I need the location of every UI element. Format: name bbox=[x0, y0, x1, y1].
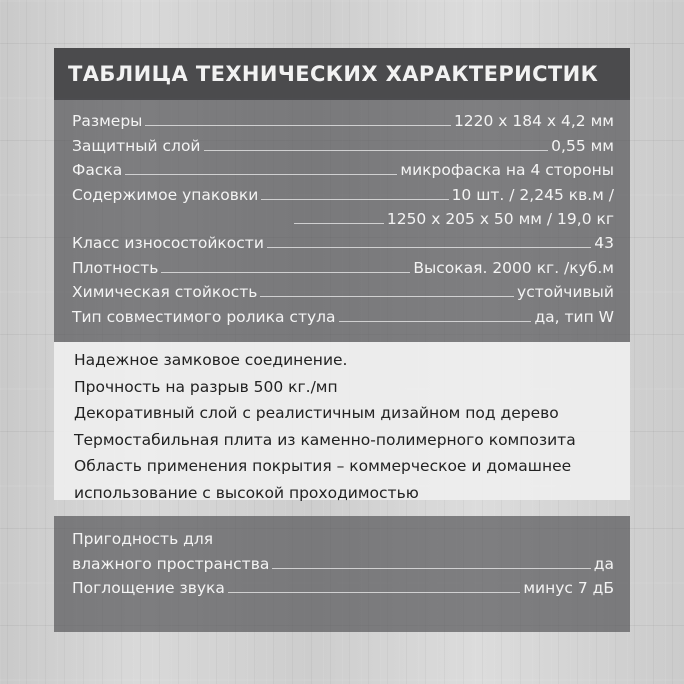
leader-line bbox=[294, 223, 384, 224]
leader-line bbox=[267, 247, 591, 248]
leader-line bbox=[260, 296, 514, 297]
spec-value: Высокая. 2000 кг. /куб.м bbox=[413, 258, 614, 277]
spec-row-size bbox=[72, 106, 614, 130]
feature-line: Термостабильная плита из каменно-полимерного композита bbox=[74, 430, 576, 449]
spec-row-abrasion-class bbox=[72, 228, 614, 252]
spec-label: Фаска bbox=[72, 161, 123, 180]
spec-label: влажного пространства bbox=[72, 554, 270, 573]
page-title: ТАБЛИЦА ТЕХНИЧЕСКИХ ХАРАКТЕРИСТИК bbox=[68, 62, 599, 86]
feature-line: использование с высокой проходимостью bbox=[74, 483, 419, 502]
features-panel bbox=[54, 342, 630, 500]
spec-row-sound bbox=[72, 573, 614, 597]
leader-line bbox=[228, 592, 520, 593]
spec-label: Размеры bbox=[72, 112, 143, 131]
leader-line bbox=[339, 321, 532, 322]
spec-value: да bbox=[593, 554, 614, 573]
table-title-bar bbox=[54, 48, 630, 100]
spec-value: 10 шт. / 2,245 кв.м / bbox=[451, 185, 614, 204]
spec-label: Химическая стойкость bbox=[72, 283, 258, 302]
leader-line bbox=[145, 125, 451, 126]
leader-line bbox=[272, 568, 590, 569]
spec-value: 43 bbox=[594, 234, 614, 253]
spec-row-moisture bbox=[72, 548, 614, 572]
spec-value: 0,55 мм bbox=[551, 136, 614, 155]
spec-value: да, тип W bbox=[534, 307, 614, 326]
specs-panel bbox=[54, 98, 630, 342]
feature-line: Область применения покрытия – коммерческое и домашнее bbox=[74, 457, 572, 476]
leader-line bbox=[125, 174, 397, 175]
spec-label: Поглощение звука bbox=[72, 579, 225, 598]
spec-label: Защитный слой bbox=[72, 136, 201, 155]
leader-line bbox=[261, 199, 448, 200]
spec-row-package-cont bbox=[72, 204, 614, 228]
spec-value: устойчивый bbox=[517, 283, 614, 302]
spec-row-bevel bbox=[72, 155, 614, 179]
spec-value: минус 7 дБ bbox=[523, 579, 614, 598]
feature-line: Прочность на разрыв 500 кг./мп bbox=[74, 377, 338, 396]
spec-label: Плотность bbox=[72, 258, 159, 277]
spec-label: Содержимое упаковки bbox=[72, 185, 259, 204]
spec-row-castor bbox=[72, 301, 614, 325]
extra-specs-panel bbox=[54, 516, 630, 632]
spec-row-chemical bbox=[72, 277, 614, 301]
feature-line: Надежное замковое соединение. bbox=[74, 351, 348, 369]
spec-value: микрофаска на 4 стороны bbox=[400, 161, 614, 180]
spec-value: 1250 х 205 х 50 мм / 19,0 кг bbox=[386, 209, 614, 228]
leader-line bbox=[204, 150, 549, 151]
spec-row-density bbox=[72, 252, 614, 276]
spec-row-wear-layer bbox=[72, 130, 614, 154]
spec-value: 1220 х 184 х 4,2 мм bbox=[453, 112, 614, 131]
feature-line: Декоративный слой с реалистичным дизайном под дерево bbox=[74, 404, 559, 423]
moisture-label-line1: Пригодность для bbox=[72, 530, 214, 549]
spec-label: Класс износостойкости bbox=[72, 234, 264, 253]
leader-line bbox=[161, 272, 410, 273]
spec-label: Тип совместимого ролика стула bbox=[72, 307, 336, 326]
spec-row-package bbox=[72, 179, 614, 203]
